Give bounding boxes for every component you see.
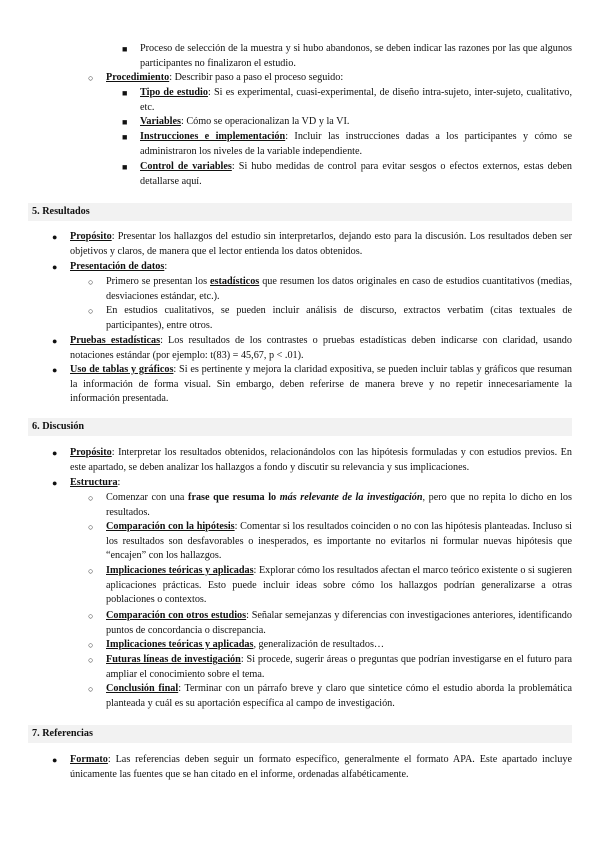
dot-bullet-icon: ● — [52, 232, 58, 242]
dot-bullet-icon: ● — [52, 448, 58, 458]
dot-bullet-icon: ● — [52, 262, 58, 272]
list-item-tablas-graficos: Uso de tablas y gráficos: Si es pertinente y mejora la claridad expositiva, se pueden incluir tablas y gráficos que resuman la información de forma visual. Sin embargo, deben referirse de manera breve y no repetir innecesariamente la información presentada. — [70, 364, 572, 405]
section-heading-referencias: 7. Referencias — [28, 725, 572, 743]
circle-bullet-icon: ○ — [88, 655, 94, 665]
list-item-variables: Variables: Cómo se operacionalizan la VD y la VI. — [140, 116, 350, 127]
list-item-implicaciones-teoricas: Implicaciones teóricas y aplicadas: Explorar cómo los resultados afectan el marco teórico existente o si sugieren aplicaciones prácticas. Esto puede incluir ideas sobre cómo los hallazgos podrían generalizarse a otras poblaciones o contextos. — [106, 565, 572, 606]
square-bullet-icon: ■ — [122, 44, 128, 54]
square-bullet-icon: ■ — [122, 132, 128, 142]
list-item-conclusion-final: Conclusión final: Terminar con un párrafo breve y claro que sintetice cómo el estudio aborda la problemática planteada y cuál es su aportación específica al campo de investigación. — [106, 683, 572, 709]
list-item-estadisticos: Primero se presentan los estadísticos que resumen los datos originales en caso de estudios cuantitativos (medias, desviaciones estándar, etc.). — [106, 276, 573, 302]
list-item-presentacion-datos: Presentación de datos: — [70, 261, 168, 272]
list-item-proposito-discusion: Propósito: Interpretar los resultados obtenidos, relacionándolos con las hipótesis formuladas y con estudios previos. En este apartado, se deben analizar los hallazgos a fondo y discutir su relevancia y sus implicaciones. — [70, 447, 572, 473]
square-bullet-icon: ■ — [122, 117, 128, 127]
dot-bullet-icon: ● — [52, 336, 58, 346]
square-bullet-icon: ■ — [122, 162, 128, 172]
dot-bullet-icon: ● — [52, 478, 58, 488]
section-heading-discusion: 6. Discusión — [28, 418, 572, 436]
circle-bullet-icon: ○ — [88, 684, 94, 694]
list-item-instrucciones: Instrucciones e implementación: Incluir las instrucciones dadas a los participantes y cómo se administraron los niveles de la variable independiente. — [140, 131, 572, 157]
list-item-proposito-resultados: Propósito: Presentar los hallazgos del estudio sin interpretarlos, dejando esto para la discusión. Los resultados deben ser objetivos y claros, de manera que el lector entienda los datos obtenidos. — [70, 231, 572, 257]
list-item-comparacion-hipotesis: Comparación con la hipótesis: Comentar si los resultados coinciden o no con las hipótesis planteadas. Incluso si los resultados son desfavorables o inesperados, es importante no evitarlos ni formular nuevas hipótesis que “encajen” con los hallazgos. — [106, 521, 573, 562]
circle-bullet-icon: ○ — [88, 277, 94, 287]
dot-bullet-icon: ● — [52, 365, 58, 375]
circle-bullet-icon: ○ — [88, 611, 94, 621]
list-item-control-variables: Control de variables: Si hubo medidas de control para evitar sesgos o efectos externos, estas deben detallarse aquí. — [140, 161, 572, 187]
circle-bullet-icon: ○ — [88, 522, 94, 532]
list-item-tipo-estudio: Tipo de estudio: Si es experimental, cuasi-experimental, de diseño intra-sujeto, inter-sujeto, cualitativo, etc. — [140, 87, 572, 113]
circle-bullet-icon: ○ — [88, 493, 94, 503]
circle-bullet-icon: ○ — [88, 566, 94, 576]
circle-bullet-icon: ○ — [88, 73, 94, 83]
dot-bullet-icon: ● — [52, 755, 58, 765]
list-item-futuras-lineas: Futuras líneas de investigación: Si procede, sugerir áreas o preguntas que podrían investigarse en el futuro para ampliar el conocimiento sobre el tema. — [106, 654, 572, 680]
list-item-implicaciones-generalizacion: Implicaciones teóricas y aplicadas, generalización de resultados… — [106, 639, 385, 650]
list-item-comparacion-estudios: Comparación con otros estudios: Señalar semejanzas y diferencias con investigaciones anteriores, identificando puntos de concordancia o discrepancia. — [106, 610, 572, 636]
list-item-estructura: Estructura: — [70, 477, 121, 488]
circle-bullet-icon: ○ — [88, 306, 94, 316]
list-item-muestra: Proceso de selección de la muestra y si hubo abandonos, se deben indicar las razones por las que algunos participantes no finalizaron el estudio. — [140, 43, 572, 69]
list-item-frase-resumen: Comenzar con una frase que resuma lo más relevante de la investigación, pero que no repita lo dicho en los resultados. — [106, 492, 572, 518]
list-item-cualitativos: En estudios cualitativos, se pueden incluir análisis de discurso, extractos verbatim (citas textuales de participantes), entre otros. — [106, 305, 572, 331]
square-bullet-icon: ■ — [122, 88, 128, 98]
section-heading-resultados: 5. Resultados — [28, 203, 572, 221]
list-item-formato: Formato: Las referencias deben seguir un formato específico, generalmente el formato APA. Este apartado incluye únicamente las fuentes que se han citado en el informe, ordenadas alfabéticamente. — [70, 754, 572, 780]
list-item-pruebas-estadisticas: Pruebas estadísticas: Los resultados de los contrastes o pruebas estadísticas deben indicarse con claridad, usando notaciones estándar (por ejemplo: t(83) = 45,67, p < .01). — [70, 335, 572, 361]
list-item-procedimiento: Procedimiento: Describir paso a paso el proceso seguido: — [106, 72, 344, 83]
circle-bullet-icon: ○ — [88, 640, 94, 650]
